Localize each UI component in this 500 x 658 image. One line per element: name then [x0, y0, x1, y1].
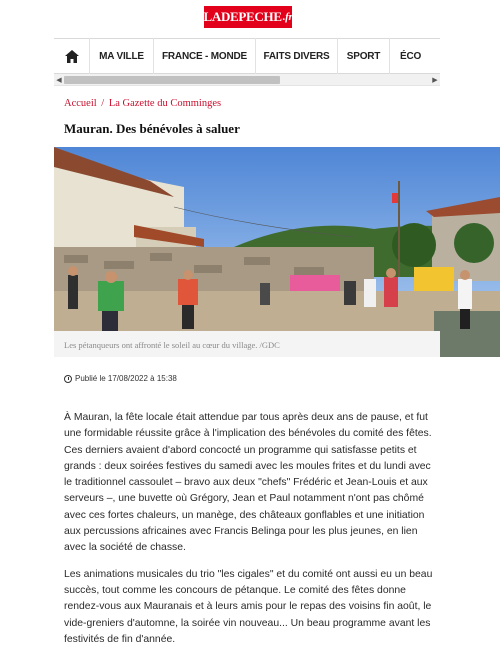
- home-icon: [65, 50, 79, 63]
- scroll-right-icon[interactable]: ▶: [432, 77, 438, 84]
- nav-item-sport[interactable]: SPORT: [338, 38, 390, 74]
- scroll-left-icon[interactable]: ◀: [56, 77, 62, 84]
- scrollbar-thumb[interactable]: [64, 76, 280, 84]
- main-nav: [54, 38, 440, 74]
- article-photo[interactable]: [54, 147, 500, 331]
- article-paragraph: À Mauran, la fête locale était attendue par tous après deux ans de pause, et fut une formidable réussite grâce à l'implication des bénévoles du comité des fêtes. Ces derniers avaient d'abord concocté un programme qui satisfasse petits et grands : deux soirées festives du samedi avec les moules frites et du lundi avec le traditionnel cassoulet – bravo aux deux "chefs" Frédéric et Jean-Louis et aux serveurs –, une buvette où Grégory, Jean et Paul notamment n'ont pas chômé avec ces fortes chaleurs, un manège, des châteaux gonflables et une initiation aux percussions africaines avec Francis Belinga pour les plus jeunes, en lien avec la société de chasse.: [64, 412, 432, 554]
- photo-caption: Les pétanqueurs ont affronté le soleil au cœur du village. /GDC: [64, 340, 280, 350]
- publish-date: [64, 374, 177, 383]
- site-logo[interactable]: [204, 6, 292, 28]
- breadcrumb-home-link[interactable]: Accueil: [64, 98, 97, 109]
- breadcrumb-section-link[interactable]: La Gazette du Comminges: [108, 98, 222, 109]
- logo-text: LADEPECHE: [203, 9, 282, 24]
- nav-item-faits-divers[interactable]: FAITS DIVERS: [256, 38, 338, 74]
- article-title: Mauran. Des bénévoles à saluer: [64, 121, 240, 136]
- photo-illustration: [54, 147, 500, 331]
- breadcrumb: [64, 98, 221, 109]
- article-paragraph: Les animations musicales du trio "les cigales" et du comité ont aussi eu un beau succès, tout comme les concours de pétanque. Le comité des fêtes donne rendez-vous aux Mauranais et à leurs amis pour le repas des voisins fin août, le vide-greniers d'automne, la soirée vin nouveau... Un beau programme avant les festivités de fin d'année.: [64, 568, 433, 645]
- site-header: [0, 0, 500, 38]
- nav-scrollbar[interactable]: [54, 74, 440, 86]
- publish-date-text: Publié le 17/08/2022 à 15:38: [75, 374, 177, 383]
- nav-home-button[interactable]: [54, 38, 90, 74]
- clock-icon: [64, 375, 72, 383]
- article-body: [64, 410, 434, 658]
- photo-edge: [440, 331, 500, 357]
- logo-suffix: .fr: [282, 11, 293, 23]
- nav-item-ma-ville[interactable]: MA VILLE: [90, 38, 154, 74]
- breadcrumb-separator: /: [101, 98, 105, 109]
- nav-item-france-monde[interactable]: FRANCE - MONDE: [154, 38, 256, 74]
- nav-item-eco[interactable]: ÉCO: [400, 50, 422, 62]
